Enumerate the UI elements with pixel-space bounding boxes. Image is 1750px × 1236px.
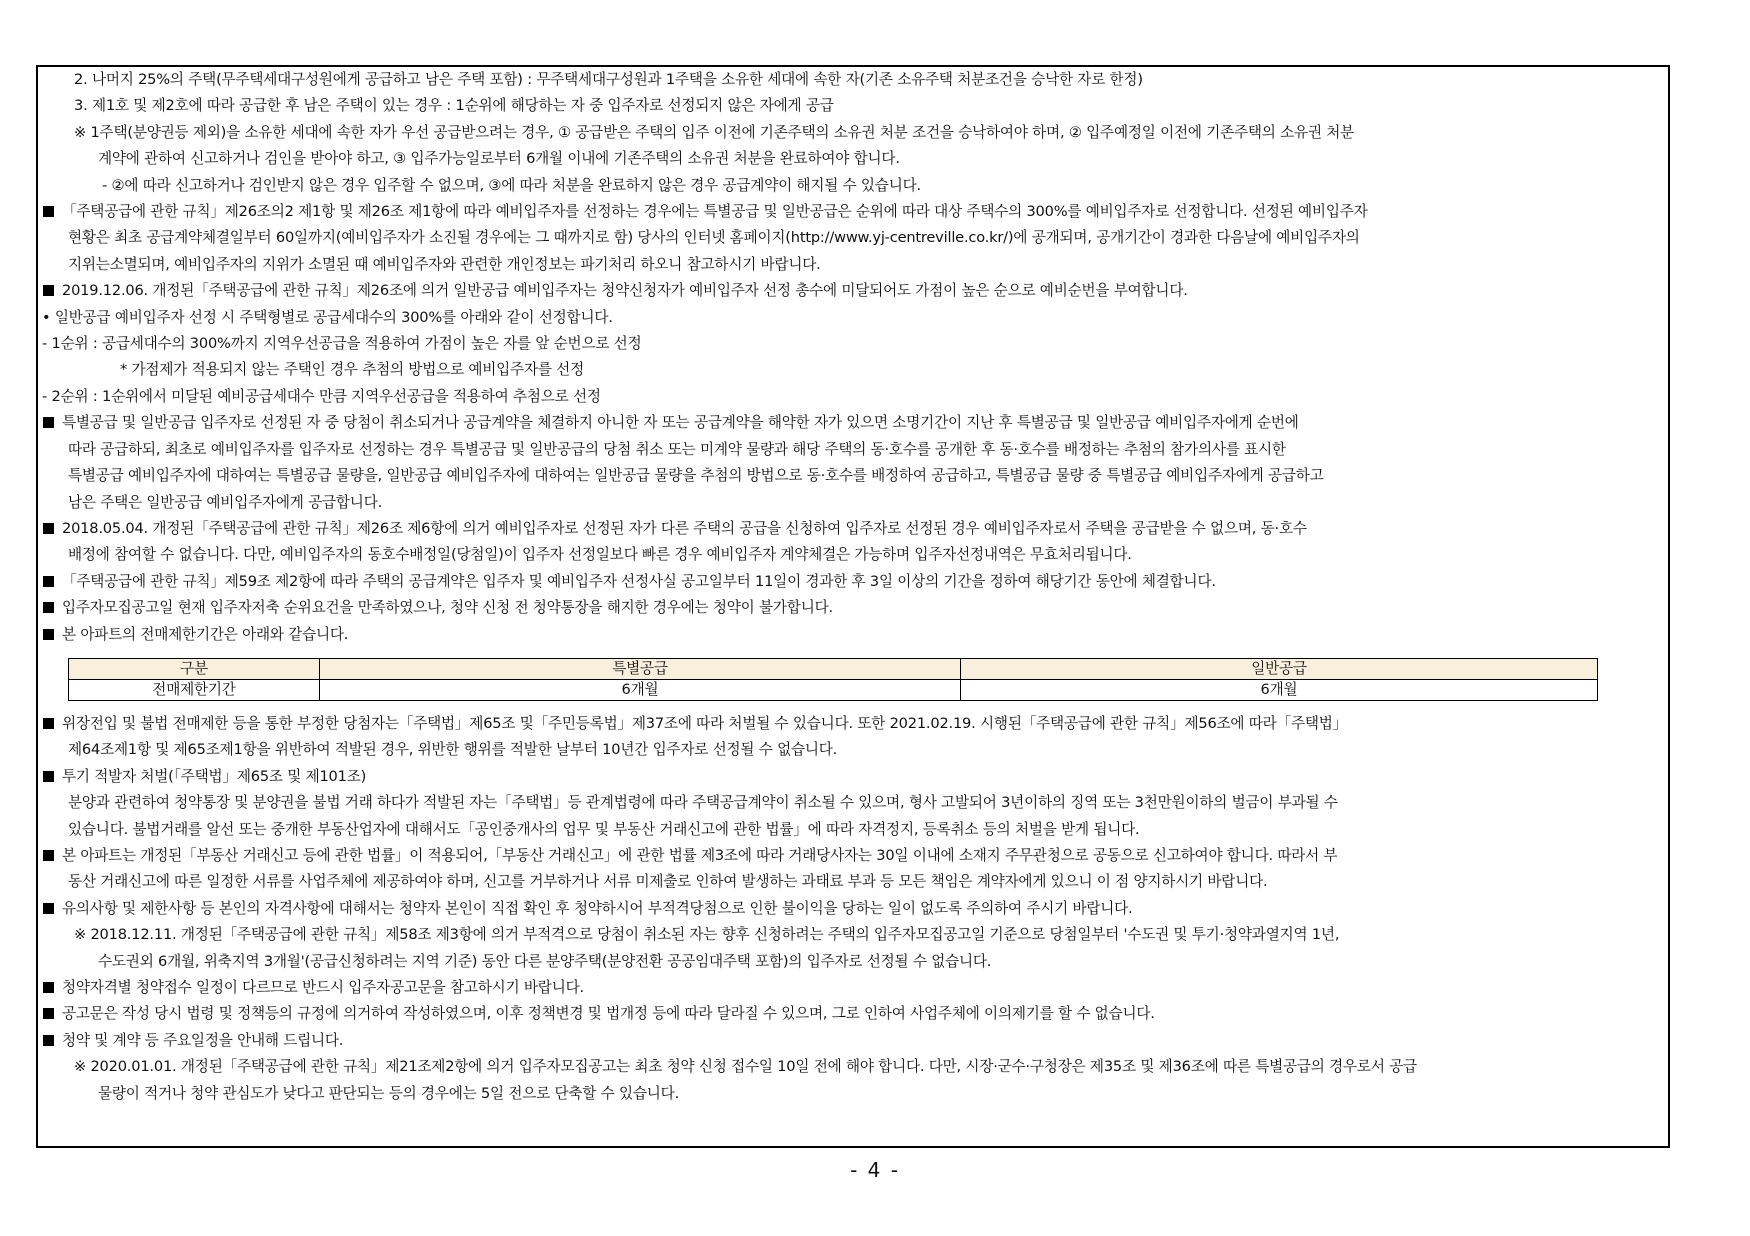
- table-header-cell: 특별공급: [320, 658, 961, 679]
- bullet-item: 「주택공급에 관한 규칙」제26조의2 제1항 및 제26조 제1항에 따라 예비입주자를 선정하는 경우에는 특별공급 및 일반공급은 순위에 따라 대상 주택수의 300%를 예비입주자로 선정합니다. 선정된 예비입주자: [42, 199, 1664, 225]
- bullet-item: 청약자격별 청약접수 일정이 다르므로 반드시 입주자공고문을 참고하시기 바랍니다.: [42, 975, 1664, 1001]
- text-line: 3. 제1호 및 제2호에 따라 공급한 후 남은 주택이 있는 경우 : 1순위에 해당하는 자 중 입주자로 선정되지 않은 자에게 공급: [74, 97, 834, 115]
- square-bullet-icon: [43, 285, 54, 296]
- table-header-cell: 일반공급: [961, 658, 1598, 679]
- bullet-item: 2019.12.06. 개정된「주택공급에 관한 규칙」제26조에 의거 일반공급 예비입주자는 청약신청자가 예비입주자 선정 총수에 미달되어도 가점이 높은 순으로 예비순번을 부여합니다.: [42, 278, 1664, 304]
- text-line: 배정에 참여할 수 없습니다. 다만, 예비입주자의 동호수배정일(당첨일)이 입주자 선정일보다 빠른 경우 예비입주자 계약체결은 가능하며 입주자선정내역은 무효처리됩니다.: [68, 546, 1132, 564]
- text-line: 제64조제1항 및 제65조제1항을 위반하여 적발된 경우, 위반한 행위를 적발한 날부터 10년간 입주자로 선정될 수 없습니다.: [68, 741, 838, 759]
- square-bullet-icon: [43, 771, 54, 782]
- bullet-item: 청약 및 계약 등 주요일정을 안내해 드립니다.: [42, 1028, 1664, 1054]
- square-bullet-icon: [43, 417, 54, 428]
- bullet-item: 투기 적발자 처벌(「주택법」제65조 및 제101조): [42, 764, 1664, 790]
- text-line: 지위는소멸되며, 예비입주자의 지위가 소멸된 때 예비입주자와 관련한 개인정보는 파기처리 하오니 참고하시기 바랍니다.: [68, 255, 821, 273]
- text-line: 2. 나머지 25%의 주택(무주택세대구성원에게 공급하고 남은 주택 포함) : 무주택세대구성원과 1주택을 소유한 세대에 속한 자(기존 소유주택 처분조건을 승낙한 자로 한정): [74, 71, 1143, 88]
- document-body: [36, 65, 1670, 1107]
- bullet-item: 공고문은 작성 당시 법령 및 정책등의 규정에 의거하여 작성하였으며, 이후 정책변경 및 법개정 등에 따라 달라질 수 있으며, 그로 인하여 사업주체에 이의제기를 할 수 없습니다.: [42, 1001, 1664, 1027]
- table-cell: 전매제한기간: [69, 679, 320, 700]
- text-line: - ②에 따라 신고하거나 검인받지 않은 경우 입주할 수 없으며, ③에 따라 처분을 완료하지 않은 경우 공급계약이 해지될 수 있습니다.: [102, 176, 921, 194]
- text-line: 동산 거래신고에 따른 일정한 서류를 사업주체에 제공하여야 하며, 신고를 거부하거나 서류 미제출로 인하여 발생하는 과태료 부과 등 모든 책임은 계약자에게 있으니 이 점 양지하시기 바랍니다.: [68, 873, 1268, 891]
- bullet-item: 특별공급 및 일반공급 입주자로 선정된 자 중 당첨이 취소되거나 공급계약을 체결하지 아니한 자 또는 공급계약을 해약한 자가 있으면 소명기간이 지난 후 특별공급 및 일반공급 예비입주자에게 순번에: [42, 410, 1664, 436]
- note-line: ※ 2018.12.11. 개정된「주택공급에 관한 규칙」제58조 제3항에 의거 부적격으로 당첨이 취소된 자는 향후 신청하려는 주택의 입주자모집공고일 기준으로 당첨일부터 '수도권 및 투기·청약과열지역 1년,: [74, 926, 1340, 944]
- note-line: ※ 1주택(분양권등 제외)을 소유한 세대에 속한 자가 우선 공급받으려는 경우, ① 공급받은 주택의 입주 이전에 기존주택의 소유권 처분 조건을 승낙하여야 하며, ② 입주예정일 이전에 기존주택의 소유권 처분: [74, 123, 1355, 141]
- resale-restriction-table: [68, 658, 1598, 701]
- table-header-row: [69, 658, 1598, 679]
- text-line: 현황은 최초 공급계약체결일부터 60일까지(예비입주자가 소진될 경우에는 그 때까지로 함) 당사의 인터넷 홈페이지(http://www.yj-centreville.co.kr/)에 공개되며, 공개기간이 경과한 다음날에 예비입주자의: [68, 229, 1360, 247]
- resale-table-wrapper: [42, 648, 1664, 711]
- text-line: • 일반공급 예비입주자 선정 시 주택형별로 공급세대수의 300%를 아래와 같이 선정합니다.: [42, 308, 613, 326]
- bullet-item: 위장전입 및 불법 전매제한 등을 통한 부정한 당첨자는「주택법」제65조 및「주민등록법」제37조에 따라 처벌될 수 있습니다. 또한 2021.02.19. 시행된「주택공급에 관한 규칙」제56조에 따라「주택법」: [42, 711, 1664, 737]
- text-line: - 1순위 : 공급세대수의 300%까지 지역우선공급을 적용하여 가점이 높은 자를 앞 순번으로 선정: [42, 335, 642, 353]
- square-bullet-icon: [43, 523, 54, 534]
- square-bullet-icon: [43, 629, 54, 640]
- text-line: 계약에 관하여 신고하거나 검인을 받아야 하고, ③ 입주가능일로부터 6개월 이내에 기존주택의 소유권 처분을 완료하여야 합니다.: [98, 150, 900, 168]
- square-bullet-icon: [43, 982, 54, 993]
- text-line: 있습니다. 불법거래를 알선 또는 중개한 부동산업자에 대해서도「공인중개사의 업무 및 부동산 거래신고에 관한 법률」에 따라 자격정지, 등록취소 등의 처벌을 받게 됩니다.: [68, 820, 1140, 838]
- bullet-item: 입주자모집공고일 현재 입주자저축 순위요건을 만족하였으나, 청약 신청 전 청약통장을 해지한 경우에는 청약이 불가합니다.: [42, 595, 1664, 621]
- bullet-item: 「주택공급에 관한 규칙」제59조 제2항에 따라 주택의 공급계약은 입주자 및 예비입주자 선정사실 공고일부터 11일이 경과한 후 3일 이상의 기간을 정하여 해당기간 동안에 체결합니다.: [42, 569, 1664, 595]
- square-bullet-icon: [43, 602, 54, 613]
- page-number: - 4 -: [850, 1158, 900, 1182]
- table-cell: 6개월: [961, 679, 1598, 700]
- note-line: ※ 2020.01.01. 개정된「주택공급에 관한 규칙」제21조제2항에 의거 입주자모집공고는 최초 청약 신청 접수일 10일 전에 해야 합니다. 다만, 시장·군수·구청장은 제35조 및 제36조에 따른 특별공급의 경우로서 공급: [74, 1058, 1417, 1076]
- square-bullet-icon: [43, 850, 54, 861]
- table-row: [69, 679, 1598, 700]
- text-line: 따라 공급하되, 최초로 예비입주자를 입주자로 선정하는 경우 특별공급 및 일반공급의 당첨 취소 또는 미계약 물량과 해당 주택의 동·호수를 공개한 후 동·호수를 배정하는 추첨의 참가의사를 표시한: [68, 440, 1286, 458]
- bullet-item: 2018.05.04. 개정된「주택공급에 관한 규칙」제26조 제6항에 의거 예비입주자로 선정된 자가 다른 주택의 공급을 신청하여 입주자로 선정된 경우 예비입주자로서 주택을 공급받을 수 없으며, 동·호수: [42, 516, 1664, 542]
- text-line: * 가점제가 적용되지 않는 주택인 경우 추첨의 방법으로 예비입주자를 선정: [120, 361, 584, 379]
- square-bullet-icon: [43, 903, 54, 914]
- bullet-item: 본 아파트는 개정된「부동산 거래신고 등에 관한 법률」이 적용되어,「부동산 거래신고」에 관한 법률 제3조에 따라 거래당사자는 30일 이내에 소재지 주무관청으로 공동으로 신고하여야 합니다. 따라서 부: [42, 843, 1664, 869]
- text-line: 분양과 관련하여 청약통장 및 분양권을 불법 거래 하다가 적발된 자는「주택법」등 관계법령에 따라 주택공급계약이 취소될 수 있으며, 형사 고발되어 3년이하의 징역 또는 3천만원이하의 벌금이 부과될 수: [68, 794, 1338, 812]
- bullet-item: 유의사항 및 제한사항 등 본인의 자격사항에 대해서는 청약자 본인이 직접 확인 후 청약하시어 부적격당첨으로 인한 불이익을 당하는 일이 없도록 주의하여 주시기 바랍니다.: [42, 896, 1664, 922]
- text-line: 남은 주택은 일반공급 예비입주자에게 공급합니다.: [68, 493, 383, 511]
- bullet-item: 본 아파트의 전매제한기간은 아래와 같습니다.: [42, 622, 1664, 648]
- square-bullet-icon: [43, 206, 54, 217]
- square-bullet-icon: [43, 718, 54, 729]
- square-bullet-icon: [43, 1035, 54, 1046]
- text-line: 물량이 적거나 청약 관심도가 낮다고 판단되는 등의 경우에는 5일 전으로 단축할 수 있습니다.: [98, 1084, 680, 1102]
- text-line: - 2순위 : 1순위에서 미달된 예비공급세대수 만큼 지역우선공급을 적용하여 추첨으로 선정: [42, 387, 601, 405]
- table-cell: 6개월: [320, 679, 961, 700]
- text-line: 특별공급 예비입주자에 대하여는 특별공급 물량을, 일반공급 예비입주자에 대하여는 일반공급 물량을 추첨의 방법으로 동·호수를 배정하여 공급하고, 특별공급 물량 중 특별공급 예비입주자에게 공급하고: [68, 467, 1324, 485]
- square-bullet-icon: [43, 576, 54, 587]
- table-header-cell: 구분: [69, 658, 320, 679]
- square-bullet-icon: [43, 1008, 54, 1019]
- text-line: 수도권외 6개월, 위축지역 3개월'(공급신청하려는 지역 기준) 동안 다른 분양주택(분양전환 공공임대주택 포함)의 입주자로 선정될 수 없습니다.: [98, 952, 992, 970]
